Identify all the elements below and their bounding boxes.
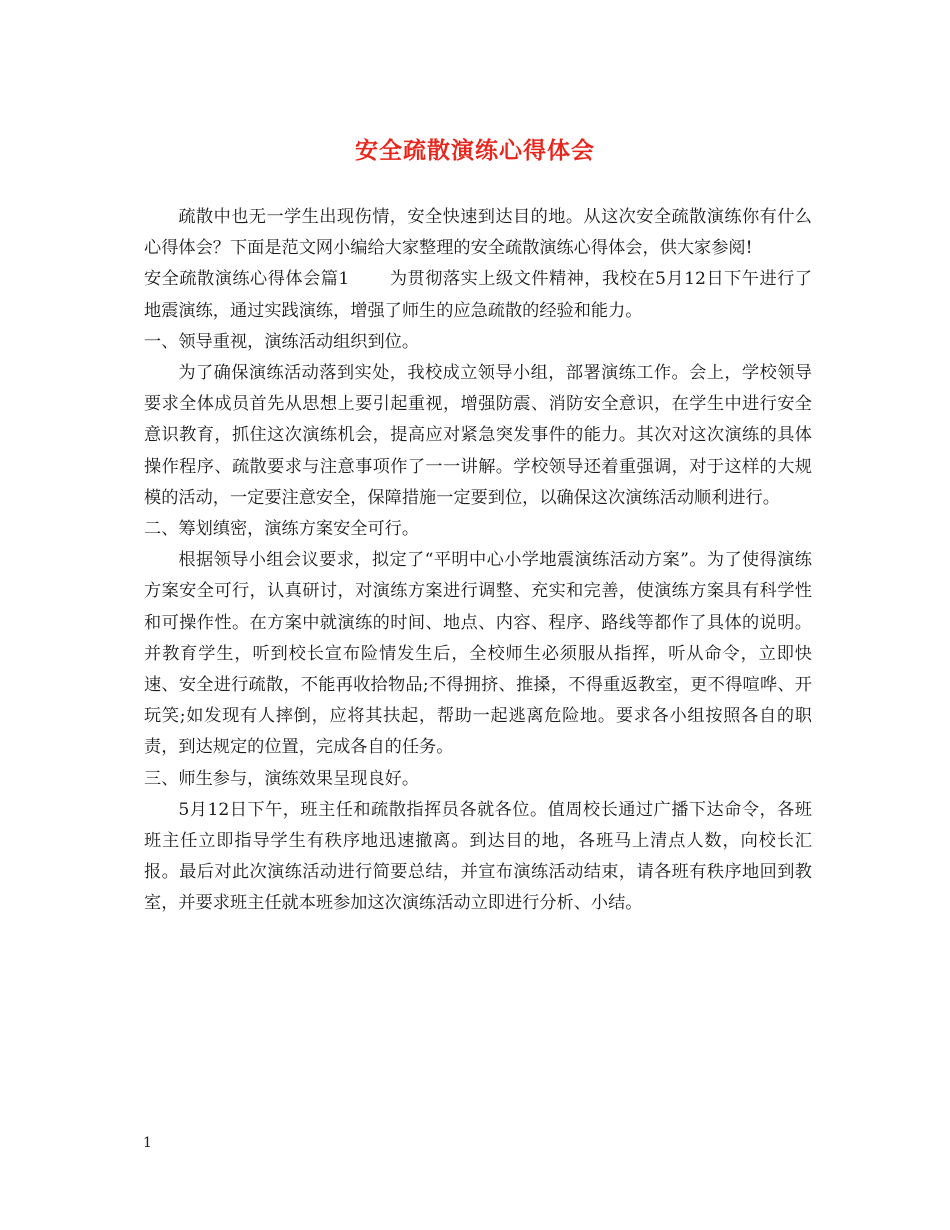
section-intro-paragraph	[144, 264, 812, 326]
heading-1: 一、领导重视，演练活动组织到位。	[144, 331, 420, 352]
paragraph-1: 为了确保演练活动落到实处，我校成立领导小组，部署演练工作。会上，学校领导要求全体成员首先从思想上要引起重视，增强防震、消防安全意识，在学生中进行安全意识教育，抓住这次演练机会，提高应对紧急突发事件的能力。其次对这次演练的具体操作程序、疏散要求与注意事项作了一一讲解。学校领导还着重强调，对于这样的大规模的活动，一定要注意安全，保障措施一定要到位，以确保这次演练活动顺利进行。	[144, 363, 812, 508]
heading-2: 二、筹划缜密，演练方案安全可行。	[144, 519, 420, 540]
document-body	[144, 202, 812, 920]
paragraph-2: 根据领导小组会议要求，拟定了“平明中心小学地震演练活动方案”。为了使得演练方案安全可行，认真研讨，对演练方案进行调整、充实和完善，使演练方案具有科学性和可操作性。在方案中就演练的时间、地点、内容、程序、路线等都作了具体的说明。并教育学生，听到校长宣布险情发生后，全校师生必须服从指挥，听从命令，立即快速、安全进行疏散，不能再收拾物品;不得拥挤、推搡，不得重返教室，更不得喧哗、开玩笑;如发现有人摔倒，应将其扶起，帮助一起逃离危险地。要求各小组按照各自的职责，到达规定的位置，完成各自的任务。	[144, 550, 812, 758]
page-number: 1	[143, 1135, 152, 1151]
intro-paragraph: 疏散中也无一学生出现伤情，安全快速到达目的地。从这次安全疏散演练你有什么心得体会？下面是范文网小编给大家整理的安全疏散演练心得体会，供大家参阅!	[144, 207, 812, 259]
document-title: 安全疏散演练心得体会	[355, 137, 595, 164]
heading-3: 三、师生参与，演练效果呈现良好。	[144, 768, 420, 789]
section-label: 安全疏散演练心得体会篇1	[144, 269, 350, 290]
paragraph-3: 5月12日下午，班主任和疏散指挥员各就各位。值周校长通过广播下达命令，各班班主任立即指导学生有秩序地迅速撤离。到达目的地，各班马上清点人数，向校长汇报。最后对此次演练活动进行简要总结，并宣布演练活动结束，请各班有秩序地回到教室，并要求班主任就本班参加这次演练活动立即进行分析、小结。	[144, 799, 812, 914]
section-intro-text: 为贯彻落实上级文件精神，我校在5月12日下午进行了地震演练，通过实践演练，增强了师生的应急疏散的经验和能力。	[144, 269, 813, 321]
